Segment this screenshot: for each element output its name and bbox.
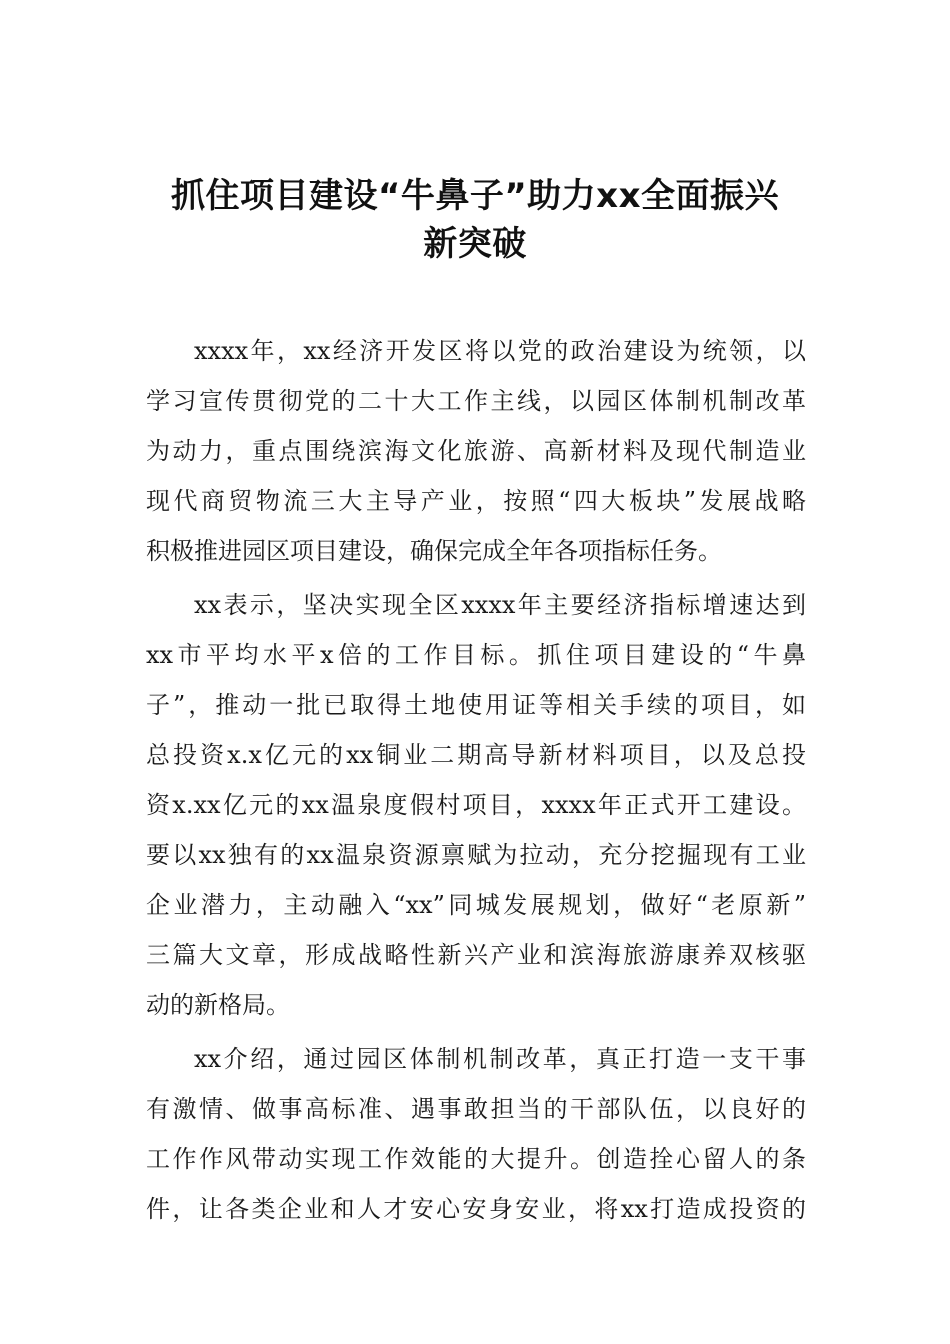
document-title (140, 172, 810, 268)
paragraph-line: 子”，推动一批已取得土地使用证等相关手续的项目，如 (146, 691, 806, 719)
paragraph-3 (146, 1034, 806, 1234)
paragraph-line: 为动力，重点围绕滨海文化旅游、高新材料及现代制造业 (146, 437, 806, 465)
paragraph-line: 积极推进园区项目建设，确保完成全年各项指标任务。 (146, 537, 722, 565)
paragraph-line: xxxx年，xx经济开发区将以党的政治建设为统领，以 (194, 337, 806, 365)
paragraph-line: 件，让各类企业和人才安心安身安业，将xx打造成投资的 (146, 1195, 806, 1223)
paragraph-line: 工作作风带动实现工作效能的大提升。创造拴心留人的条 (146, 1145, 806, 1173)
paragraph-line: 资x.xx亿元的xx温泉度假村项目，xxxx年正式开工建设。 (146, 791, 806, 819)
paragraph-line: 企业潜力，主动融入“xx”同城发展规划，做好“老原新” (146, 891, 806, 919)
paragraph-line: 动的新格局。 (146, 991, 290, 1019)
paragraph-line: 要以xx独有的xx温泉资源禀赋为拉动，充分挖掘现有工业 (146, 841, 806, 869)
paragraph-line: xx表示，坚决实现全区xxxx年主要经济指标增速达到 (194, 591, 806, 619)
paragraph-line: 有激情、做事高标准、遇事敢担当的干部队伍，以良好的 (146, 1095, 806, 1123)
paragraph-line: xx市平均水平x倍的工作目标。抓住项目建设的“牛鼻 (146, 641, 806, 669)
paragraph-line: 三篇大文章，形成战略性新兴产业和滨海旅游康养双核驱 (146, 941, 806, 969)
paragraph-line: xx介绍，通过园区体制机制改革，真正打造一支干事 (194, 1045, 806, 1073)
paragraph-line: 学习宣传贯彻党的二十大工作主线，以园区体制机制改革 (146, 387, 806, 415)
paragraph-line: 现代商贸物流三大主导产业，按照“四大板块”发展战略 (146, 487, 806, 515)
paragraph-2 (146, 580, 806, 1030)
title-line-2: 新突破 (423, 224, 527, 264)
paragraph-1 (146, 326, 806, 576)
document-body (146, 326, 806, 1234)
paragraph-line: 总投资x.x亿元的xx铜业二期高导新材料项目，以及总投 (146, 741, 806, 769)
title-line-1: 抓住项目建设“牛鼻子”助力xx全面振兴 (170, 176, 780, 216)
